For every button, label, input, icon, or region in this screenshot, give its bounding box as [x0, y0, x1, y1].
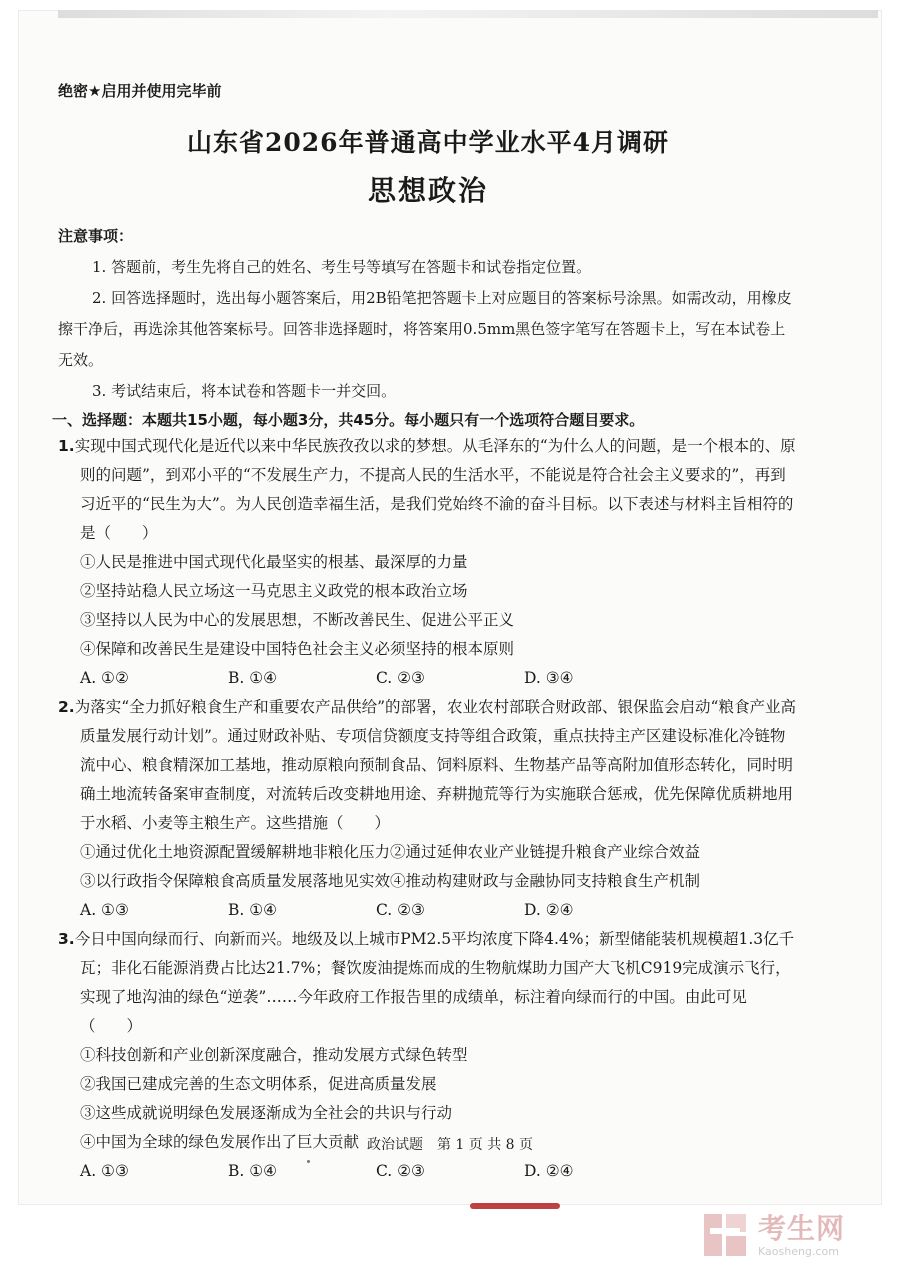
option-item: ①人民是推进中国式现代化最坚实的根基、最深厚的力量 — [80, 553, 468, 571]
choice-b: B. ①④ — [228, 669, 278, 687]
option-item: ④中国为全球的绿色发展作出了巨大贡献 — [80, 1133, 360, 1151]
option-item: ③坚持以人民为中心的发展思想，不断改善民生、促进公平正义 — [80, 611, 515, 629]
notice-item: 3. 考试结束后，将本试卷和答题卡一并交回。 — [92, 382, 397, 400]
option-item: ③这些成就说明绿色发展逐渐成为全社会的共识与行动 — [80, 1104, 453, 1122]
confidential-label: 绝密★启用并使用完毕前 — [58, 82, 222, 100]
option-item: ④保障和改善民生是建设中国特色社会主义必须坚持的根本原则 — [80, 640, 515, 658]
answer-choices — [58, 896, 798, 925]
choice-a: A. ①② — [80, 669, 129, 687]
option-item: ①通过优化土地资源配置缓解耕地非粮化压力②通过延伸农业产业链提升粮食产业综合效益 — [80, 843, 701, 861]
choice-b: B. ①④ — [228, 1162, 278, 1180]
question-1 — [58, 432, 798, 693]
page-content — [52, 80, 798, 1186]
watermark — [700, 1205, 890, 1265]
scan-mark — [470, 1203, 560, 1209]
scan-edge — [58, 10, 878, 18]
watermark-en: Kaosheng.com — [758, 1244, 839, 1258]
choice-c: C. ②③ — [376, 669, 425, 687]
watermark-cn: 考生网 — [758, 1211, 846, 1245]
page-footer: 政治试题 第 1 页 共 8 页 — [366, 1137, 534, 1153]
question-number: 1. — [58, 437, 75, 455]
choice-a: A. ①③ — [80, 901, 129, 919]
notice-heading: 注意事项： — [58, 227, 134, 245]
question-stem — [58, 432, 798, 548]
choice-b: B. ①④ — [228, 901, 278, 919]
question-2 — [58, 693, 798, 925]
question-number: 2. — [58, 698, 75, 716]
choice-c: C. ②③ — [376, 1162, 425, 1180]
answer-choices — [58, 1157, 798, 1186]
option-item: ③以行政指令保障粮食高质量发展落地见实效④推动构建财政与金融协同支持粮食生产机制 — [80, 872, 701, 890]
scan-speck — [307, 1160, 310, 1163]
notice-item: 1. 答题前，考生先将自己的姓名、考生号等填写在答题卡和试卷指定位置。 — [92, 258, 592, 276]
question-text: 今日中国向绿而行、向新而兴。地级及以上城市PM2.5平均浓度下降4.4%；新型储能装机规模超1.3亿千瓦；非化石能源消费占比达21.7%；餐饮废油提炼而成的生物航煤助力国产大飞机C919完成演示飞行，实现了地沟油的绿色“逆袭”……今年政府工作报告里的成绩单，标注着向绿而行的中国。由此可见（ ） — [74, 930, 795, 1035]
question-text: 为落实“全力抓好粮食生产和重要农产品供给”的部署，农业农村部联合财政部、银保监会启动“粮食产业高质量发展行动计划”。通过财政补贴、专项信贷额度支持等组合政策，重点扶持主产区建设标准化冷链物流中心、粮食精深加工基地，推动原粮向预制食品、饲料原料、生物基产品等高附加值形态转化，同时明确土地流转备案审查制度，对流转后改变耕地用途、弃耕抛荒等行为实施联合惩戒，优先保障优质耕地用于水稻、小麦等主粮生产。这些措施（ ） — [74, 698, 796, 832]
choice-d: D. ②④ — [524, 1162, 574, 1180]
exam-title: 山东省2026年普通高中学业水平4月调研 — [187, 128, 669, 157]
choice-d: D. ②④ — [524, 901, 574, 919]
option-item: ②坚持站稳人民立场这一马克思主义政党的根本政治立场 — [80, 582, 468, 600]
choice-c: C. ②③ — [376, 901, 425, 919]
section-heading: 一、选择题：本题共15小题，每小题3分，共45分。每小题只有一个选项符合题目要求。 — [52, 411, 645, 429]
choice-d: D. ③④ — [524, 669, 574, 687]
watermark-logo-icon — [700, 1210, 750, 1260]
question-text: 实现中国式现代化是近代以来中华民族孜孜以求的梦想。从毛泽东的“为什么人的问题，是一个根本的、原则的问题”，到邓小平的“不发展生产力，不提高人民的生活水平，不能说是符合社会主义要求的”，再到习近平的“民生为大”。为人民创造幸福生活，是我们党始终不渝的奋斗目标。以下表述与材料主旨相符的是（ ） — [74, 437, 796, 542]
subject-title: 思想政治 — [367, 174, 488, 207]
question-number: 3. — [58, 930, 75, 948]
answer-choices — [58, 664, 798, 693]
question-stem — [58, 925, 798, 1041]
option-item: ②我国已建成完善的生态文明体系，促进高质量发展 — [80, 1075, 437, 1093]
option-item: ①科技创新和产业创新深度融合，推动发展方式绿色转型 — [80, 1046, 468, 1064]
notice-item: 2. 回答选择题时，选出每小题答案后，用2B铅笔把答题卡上对应题目的答案标号涂黑。如需改动，用橡皮擦干净后，再选涂其他答案标号。回答非选择题时，将答案用0.5mm黑色签字笔写在答题卡上，写在本试卷上无效。 — [58, 289, 792, 369]
question-stem — [58, 693, 798, 838]
choice-a: A. ①③ — [80, 1162, 129, 1180]
